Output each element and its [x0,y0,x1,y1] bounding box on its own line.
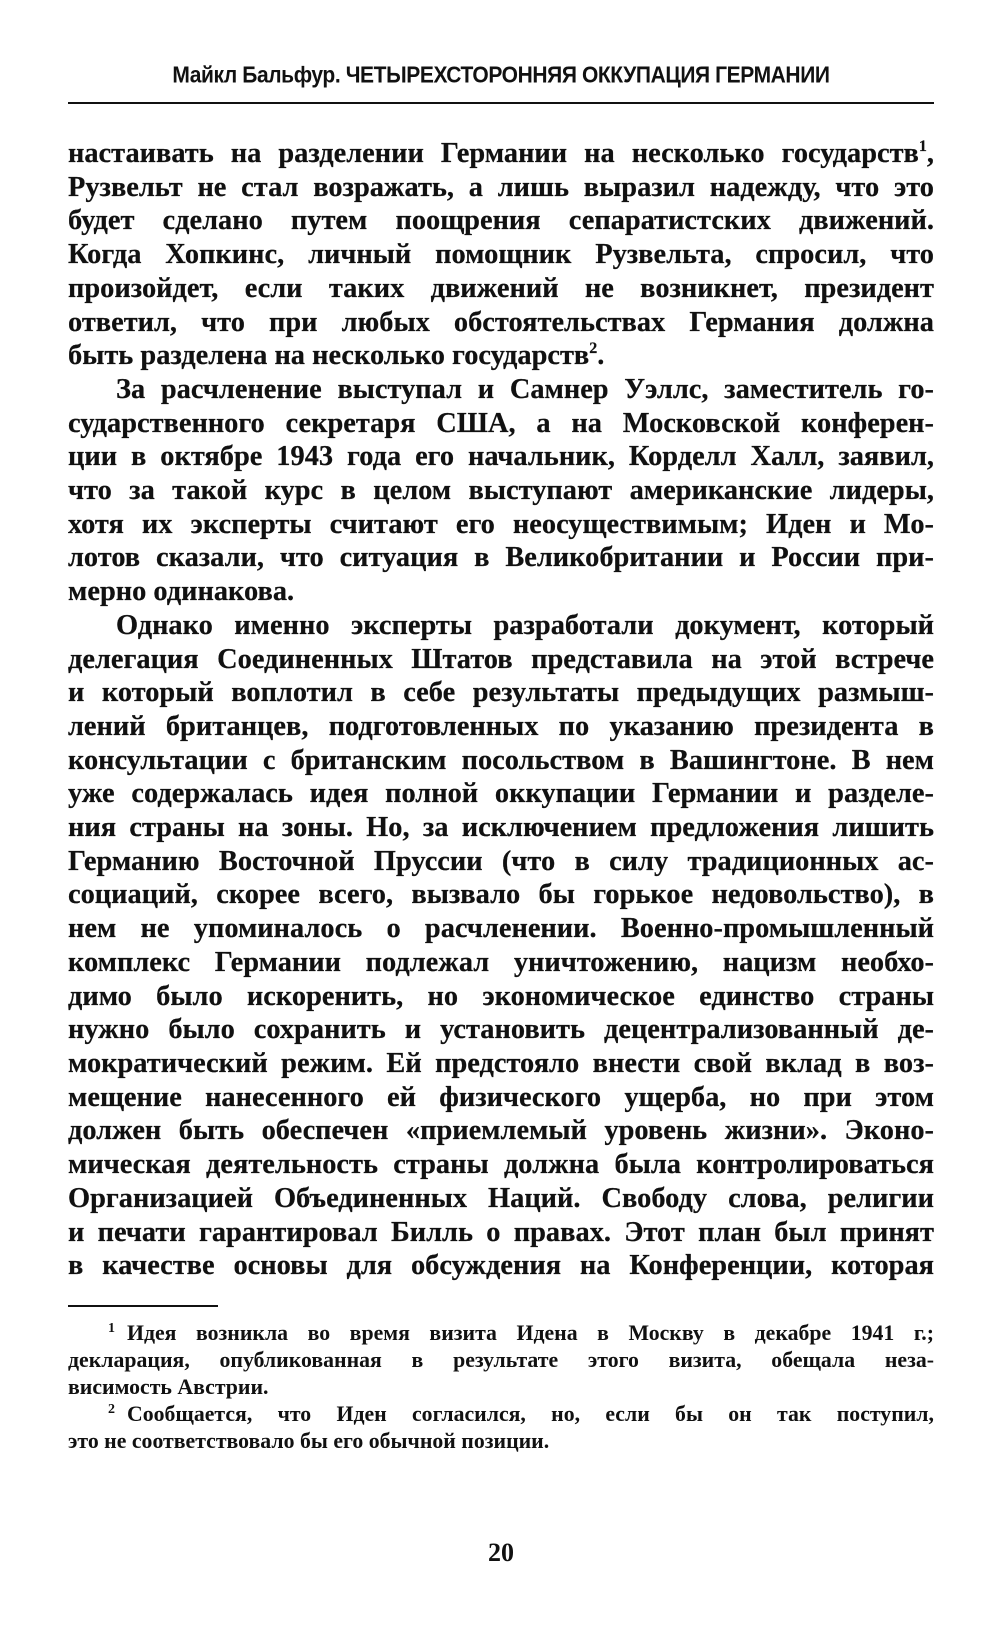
text-line: и печати гарантировал Билль о правах. Этот план был принят [68,1216,934,1248]
text-line: хотя их эксперты считают его неосуществимым; Иден и Мо- [68,508,934,540]
text-line: произойдет, если таких движений не возникнет, президент [68,272,934,304]
text-line: будет сделано путем поощрения сепаратистских движений. [68,205,934,237]
text-line: Организацией Объединенных Наций. Свободу слова, религии [68,1182,934,1214]
header-rule [68,102,934,104]
text-line: консультации с британским посольством в Вашингтоне. В нем [68,744,934,776]
page-number: 20 [488,1538,514,1567]
text-line: димо было искоренить, но экономическое единство страны [68,980,934,1012]
running-head: Майкл Бальфур. ЧЕТЫРЕХСТОРОННЯЯ ОККУПАЦИЯ ГЕРМАНИИ [172,63,830,88]
paragraph-1 [68,137,934,373]
text-line: сударственного секретаря США, а на Московской конферен- [68,407,934,439]
text-line: делегация Соединенных Штатов представила на этой встрече [68,643,934,675]
text-line: мерно одинакова. [68,576,295,608]
text-line: Когда Хопкинс, личный помощник Рузвельта, спросил, что [68,239,934,271]
footnote-line: это не соответствовало бы его обычной позиции. [68,1429,550,1453]
text-line: нем не упоминалось о расчленении. Военно-промышленный [68,913,934,945]
text-line: быть разделена на несколько государств$^2$. [68,340,605,372]
text-line: мещение нанесенного ей физического ущерба, но при этом [68,1081,934,1113]
footnote-2 [68,1401,934,1455]
book-page [68,0,934,1635]
text-line: комплекс Германии подлежал уничтожению, нацизм необхо- [68,946,934,978]
text-line: должен быть обеспечен «приемлемый уровень жизни». Эконо- [68,1115,934,1147]
text-line: Рузвельт не стал возражать, а лишь выразил надежду, что это [68,171,934,203]
text-line: настаивать на разделении Германии на несколько государств$^1$, [68,138,934,169]
text-line: что за такой курс в целом выступают американские лидеры, [68,475,934,507]
footnote-ref-2: 2 [589,340,598,358]
footnote-number: 1 [108,1321,115,1336]
text-line: лений британцев, подготовленных по указанию президента в [68,710,934,742]
text-line: мократический режим. Ей предстояло внести свой вклад в воз- [68,1047,934,1079]
text-line: лотов сказали, что ситуация в Великобритании и России при- [68,542,934,574]
footnote-line: декларация, опубликованная в результате этого визита, обещала неза- [68,1348,934,1372]
text-line: За расчленение выступал и Самнер Уэллс, заместитель го- [116,373,934,405]
footnotes [68,1320,934,1455]
footnote-line: $^2$ Сообщается, что Иден согласился, но, если бы он так поступил, [108,1402,934,1426]
text-line: ции в октябре 1943 года его начальник, Корделл Халл, заявил, [68,441,934,473]
text-line: мическая деятельность страны должна была контролироваться [68,1149,934,1181]
footnote-line: висимость Австрии. [68,1375,269,1399]
main-text [68,137,934,1283]
text-line: Однако именно эксперты разработали документ, который [116,609,934,641]
text-line: ния страны на зоны. Но, за исключением предложения лишить [68,812,934,844]
footnote-rule [68,1305,218,1307]
text-line: социаций, скорее всего, вызвало бы горькое недовольство), в [68,879,934,911]
paragraph-3 [68,609,934,1283]
text-line: ответил, что при любых обстоятельствах Германия должна [68,306,934,338]
footnote-ref-1: 1 [918,138,927,155]
text-line: и который воплотил в себе результаты предыдущих размыш- [68,677,934,709]
footnote-1 [68,1320,934,1401]
text-line: в качестве основы для обсуждения на Конференции, которая [68,1250,934,1282]
text-line: нужно было сохранить и установить децентрализованный де- [68,1014,934,1046]
text-line: Германию Восточной Пруссии (что в силу традиционных ас- [68,845,934,877]
footnote-line: $^1$ Идея возникла во время визита Идена в Москву в декабре 1941 г.; [108,1321,934,1345]
text-line: уже содержалась идея полной оккупации Германии и разделе- [68,778,934,810]
paragraph-2 [68,373,934,609]
footnote-number: 2 [108,1402,115,1417]
